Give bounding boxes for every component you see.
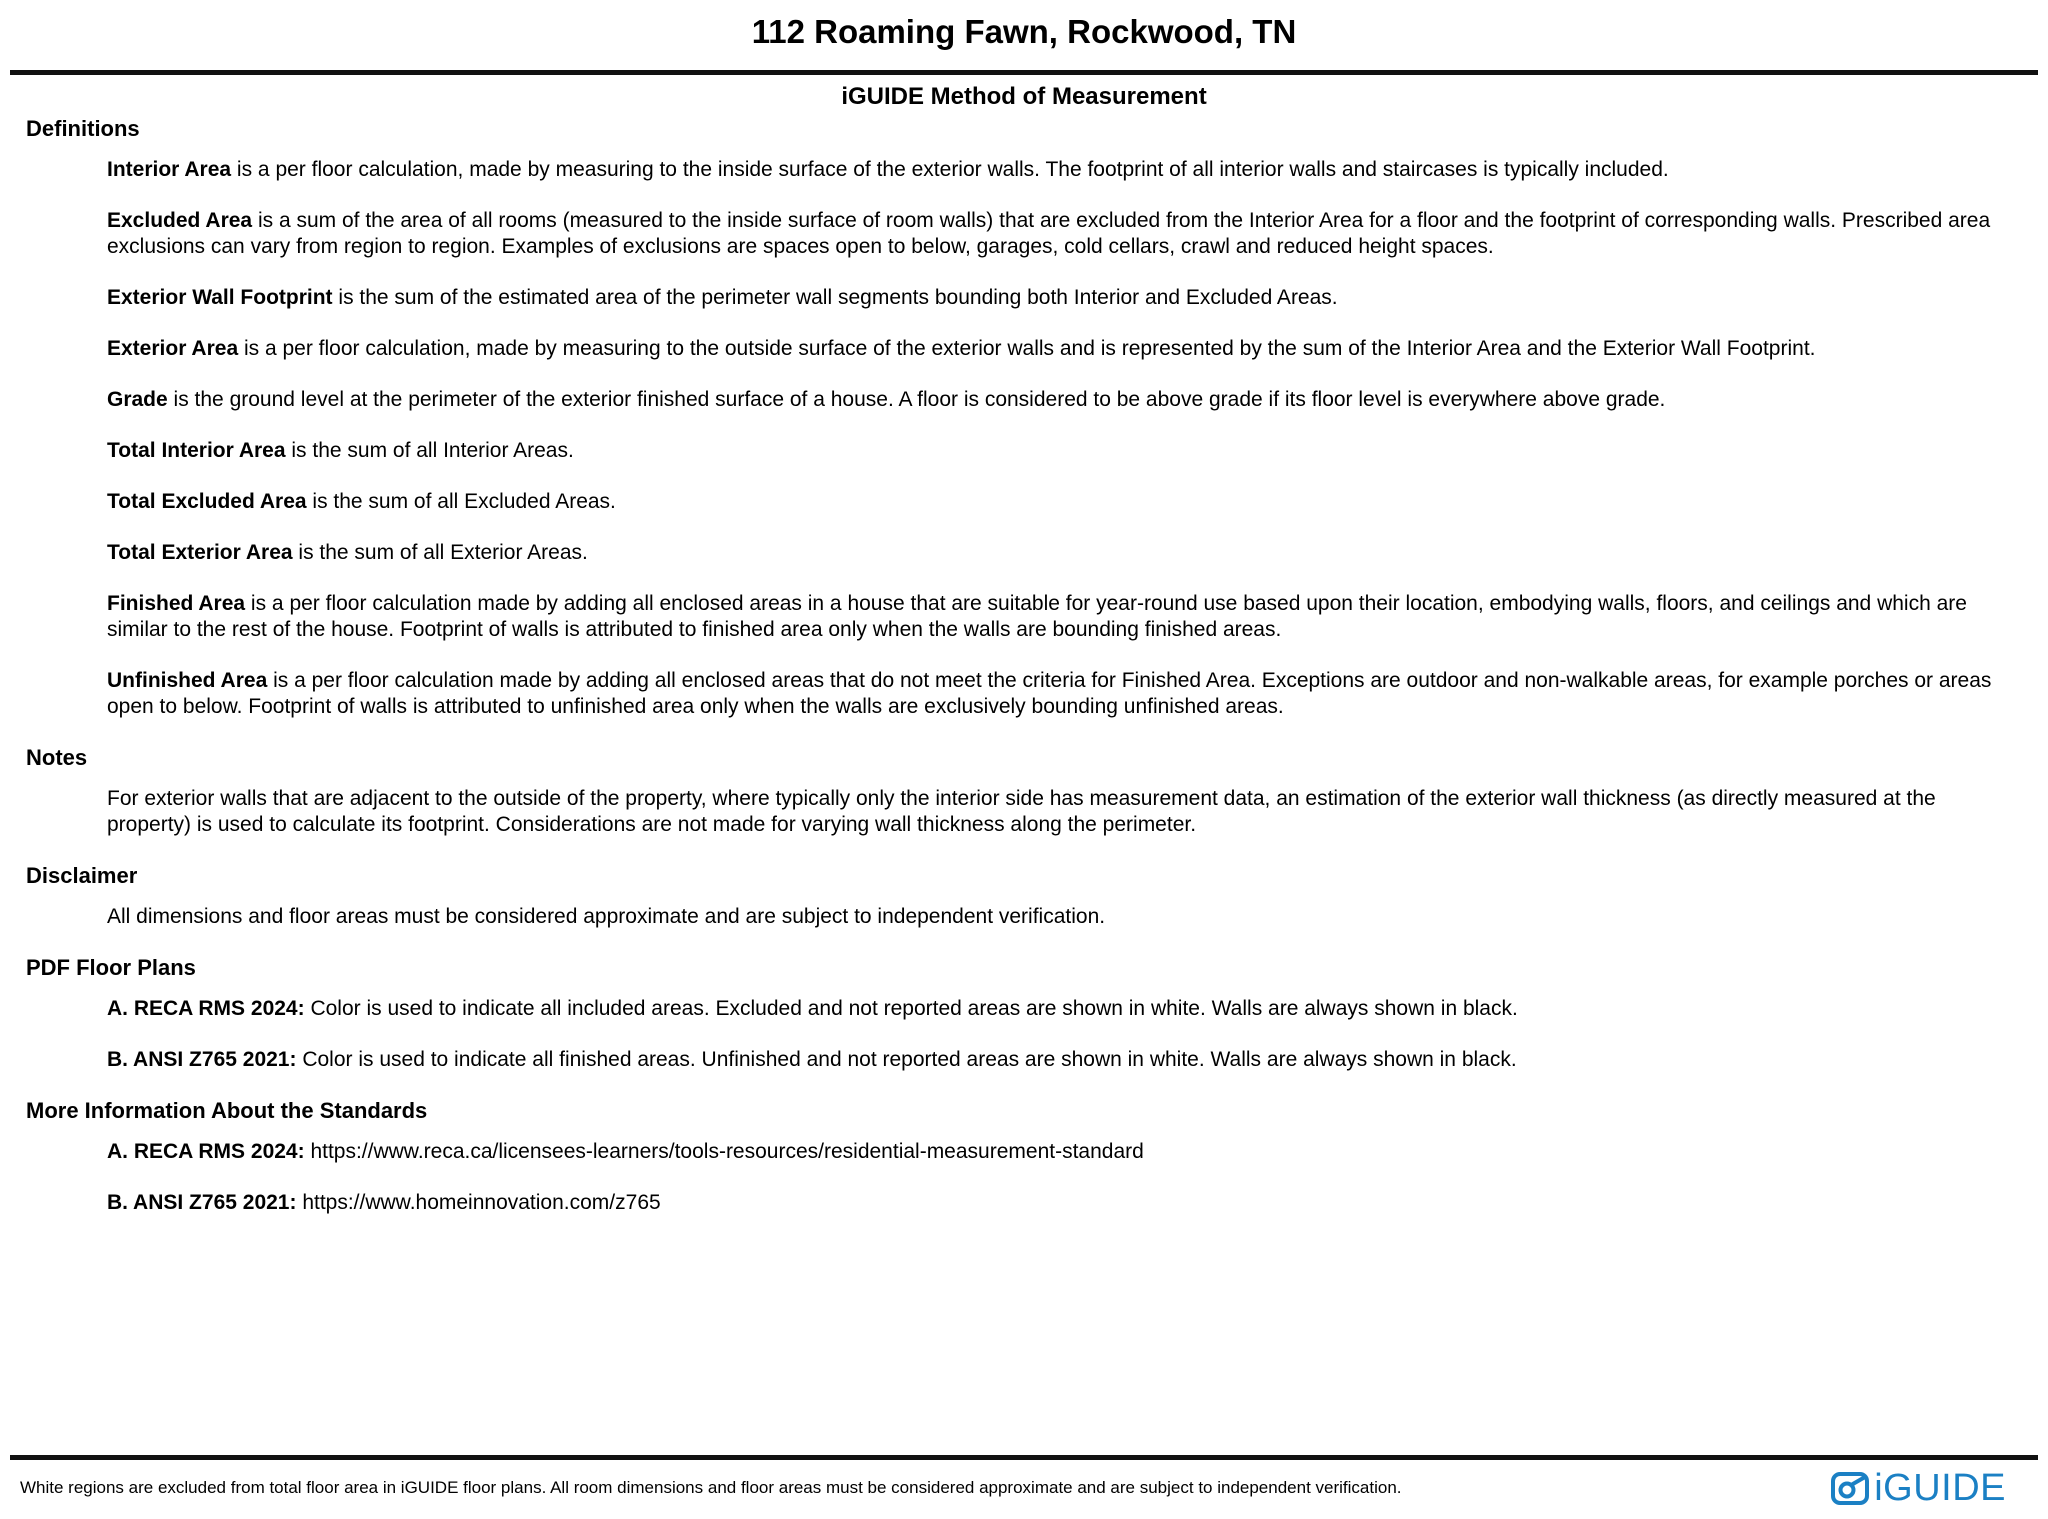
- definition-term: Total Interior Area: [107, 439, 286, 462]
- standard-description: Color is used to indicate all finished areas. Unfinished and not reported areas are shown in white. Walls are always shown in black.: [296, 1048, 1517, 1071]
- definition-text: is the sum of all Exterior Areas.: [292, 541, 588, 564]
- section-heading-pdf-floor-plans: PDF Floor Plans: [26, 955, 196, 980]
- ansi-standard-link[interactable]: https://www.homeinnovation.com/z765: [296, 1191, 661, 1214]
- definition-term: Exterior Area: [107, 337, 239, 360]
- disclaimer-paragraph: [107, 904, 2020, 930]
- definition-text: is the ground level at the perimeter of the exterior finished surface of a house. A floor is considered to be above grade if its floor level is everywhere above grade.: [167, 388, 1666, 411]
- definition-excluded-area: [107, 208, 2020, 260]
- definition-text: is a per floor calculation made by adding all enclosed areas that do not meet the criteria for Finished Area. Exceptions are outdoor and non-walkable areas, for example porches or areas open to below. Footprint of walls is attributed to unfinished area only when the walls are exclusively bounding unfinished areas.: [107, 669, 1992, 718]
- iguide-logo-text: iGUIDE: [1874, 1467, 2006, 1509]
- iguide-logo: [1830, 1469, 2006, 1507]
- definition-text: is a per floor calculation, made by measuring to the inside surface of the exterior walls. The footprint of all interior walls and staircases is typically included.: [231, 158, 1669, 181]
- definition-total-exterior-area: [107, 540, 2020, 566]
- footer-disclaimer: White regions are excluded from total floor area in iGUIDE floor plans. All room dimensions and floor areas must be considered approximate and are subject to independent verification.: [20, 1478, 1402, 1497]
- definition-term: Grade: [107, 388, 168, 411]
- iguide-camera-icon: [1830, 1470, 1870, 1506]
- disclaimer-text: All dimensions and floor areas must be considered approximate and are subject to independent verification.: [107, 905, 1106, 928]
- standard-label: B. ANSI Z765 2021:: [107, 1191, 297, 1214]
- page-title: 112 Roaming Fawn, Rockwood, TN: [751, 13, 1297, 50]
- definition-text: is a per floor calculation, made by measuring to the outside surface of the exterior walls and is represented by the sum of the Interior Area and the Exterior Wall Footprint.: [238, 337, 1816, 360]
- pdf-plan-ansi-z765: [107, 1047, 2020, 1073]
- definition-exterior-area: [107, 336, 2020, 362]
- method-subtitle: iGUIDE Method of Measurement: [841, 83, 1207, 110]
- definition-interior-area: [107, 157, 2020, 183]
- definition-finished-area: [107, 591, 2020, 643]
- definition-unfinished-area: [107, 668, 2020, 720]
- standard-label: A. RECA RMS 2024:: [107, 997, 305, 1020]
- standard-description: Color is used to indicate all included areas. Excluded and not reported areas are shown in white. Walls are always shown in black.: [304, 997, 1518, 1020]
- section-heading-notes: Notes: [26, 745, 88, 770]
- standard-label: A. RECA RMS 2024:: [107, 1140, 305, 1163]
- definition-term: Exterior Wall Footprint: [107, 286, 333, 309]
- definition-text: is the sum of the estimated area of the perimeter wall segments bounding both Interior and Excluded Areas.: [332, 286, 1338, 309]
- section-heading-disclaimer: Disclaimer: [26, 863, 138, 888]
- more-info-ansi-z765: [107, 1190, 2020, 1216]
- definition-term: Total Exterior Area: [107, 541, 293, 564]
- page-footer: [0, 1455, 2048, 1519]
- definition-term: Excluded Area: [107, 209, 253, 232]
- reca-standard-link[interactable]: https://www.reca.ca/licensees-learners/tools-resources/residential-measurement-standard: [304, 1140, 1144, 1163]
- notes-paragraph: [107, 786, 2020, 838]
- definition-term: Finished Area: [107, 592, 246, 615]
- section-heading-definitions: Definitions: [26, 116, 140, 141]
- definition-term: Unfinished Area: [107, 669, 268, 692]
- definition-term: Total Excluded Area: [107, 490, 307, 513]
- definition-grade: [107, 387, 2020, 413]
- definition-exterior-wall-footprint: [107, 285, 2020, 311]
- definition-total-interior-area: [107, 438, 2020, 464]
- definition-term: Interior Area: [107, 158, 232, 181]
- header-divider: [10, 70, 2038, 75]
- definition-text: is the sum of all Excluded Areas.: [306, 490, 616, 513]
- definition-text: is a sum of the area of all rooms (measured to the inside surface of room walls) that are excluded from the Interior Area for a floor and the footprint of corresponding walls. Prescribed area exclusions can vary from region to region. Examples of exclusions are spaces open to below, garages, cold cellars, crawl and reduced height spaces.: [107, 209, 1991, 258]
- definition-text: is the sum of all Interior Areas.: [285, 439, 574, 462]
- definition-text: is a per floor calculation made by adding all enclosed areas in a house that are suitable for year-round use based upon their location, embodying walls, floors, and ceilings and which are similar to the rest of the house. Footprint of walls is attributed to finished area only when the walls are bounding finished areas.: [107, 592, 1967, 641]
- notes-text: For exterior walls that are adjacent to the outside of the property, where typically only the interior side has measurement data, an estimation of the exterior wall thickness (as directly measured at the property) is used to calculate its footprint. Considerations are not made for varying wall thickness along the perimeter.: [107, 787, 1936, 836]
- definition-total-excluded-area: [107, 489, 2020, 515]
- pdf-plan-reca-rms: [107, 996, 2020, 1022]
- section-heading-more-information: More Information About the Standards: [26, 1098, 428, 1123]
- standard-label: B. ANSI Z765 2021:: [107, 1048, 297, 1071]
- more-info-reca-rms: [107, 1139, 2020, 1165]
